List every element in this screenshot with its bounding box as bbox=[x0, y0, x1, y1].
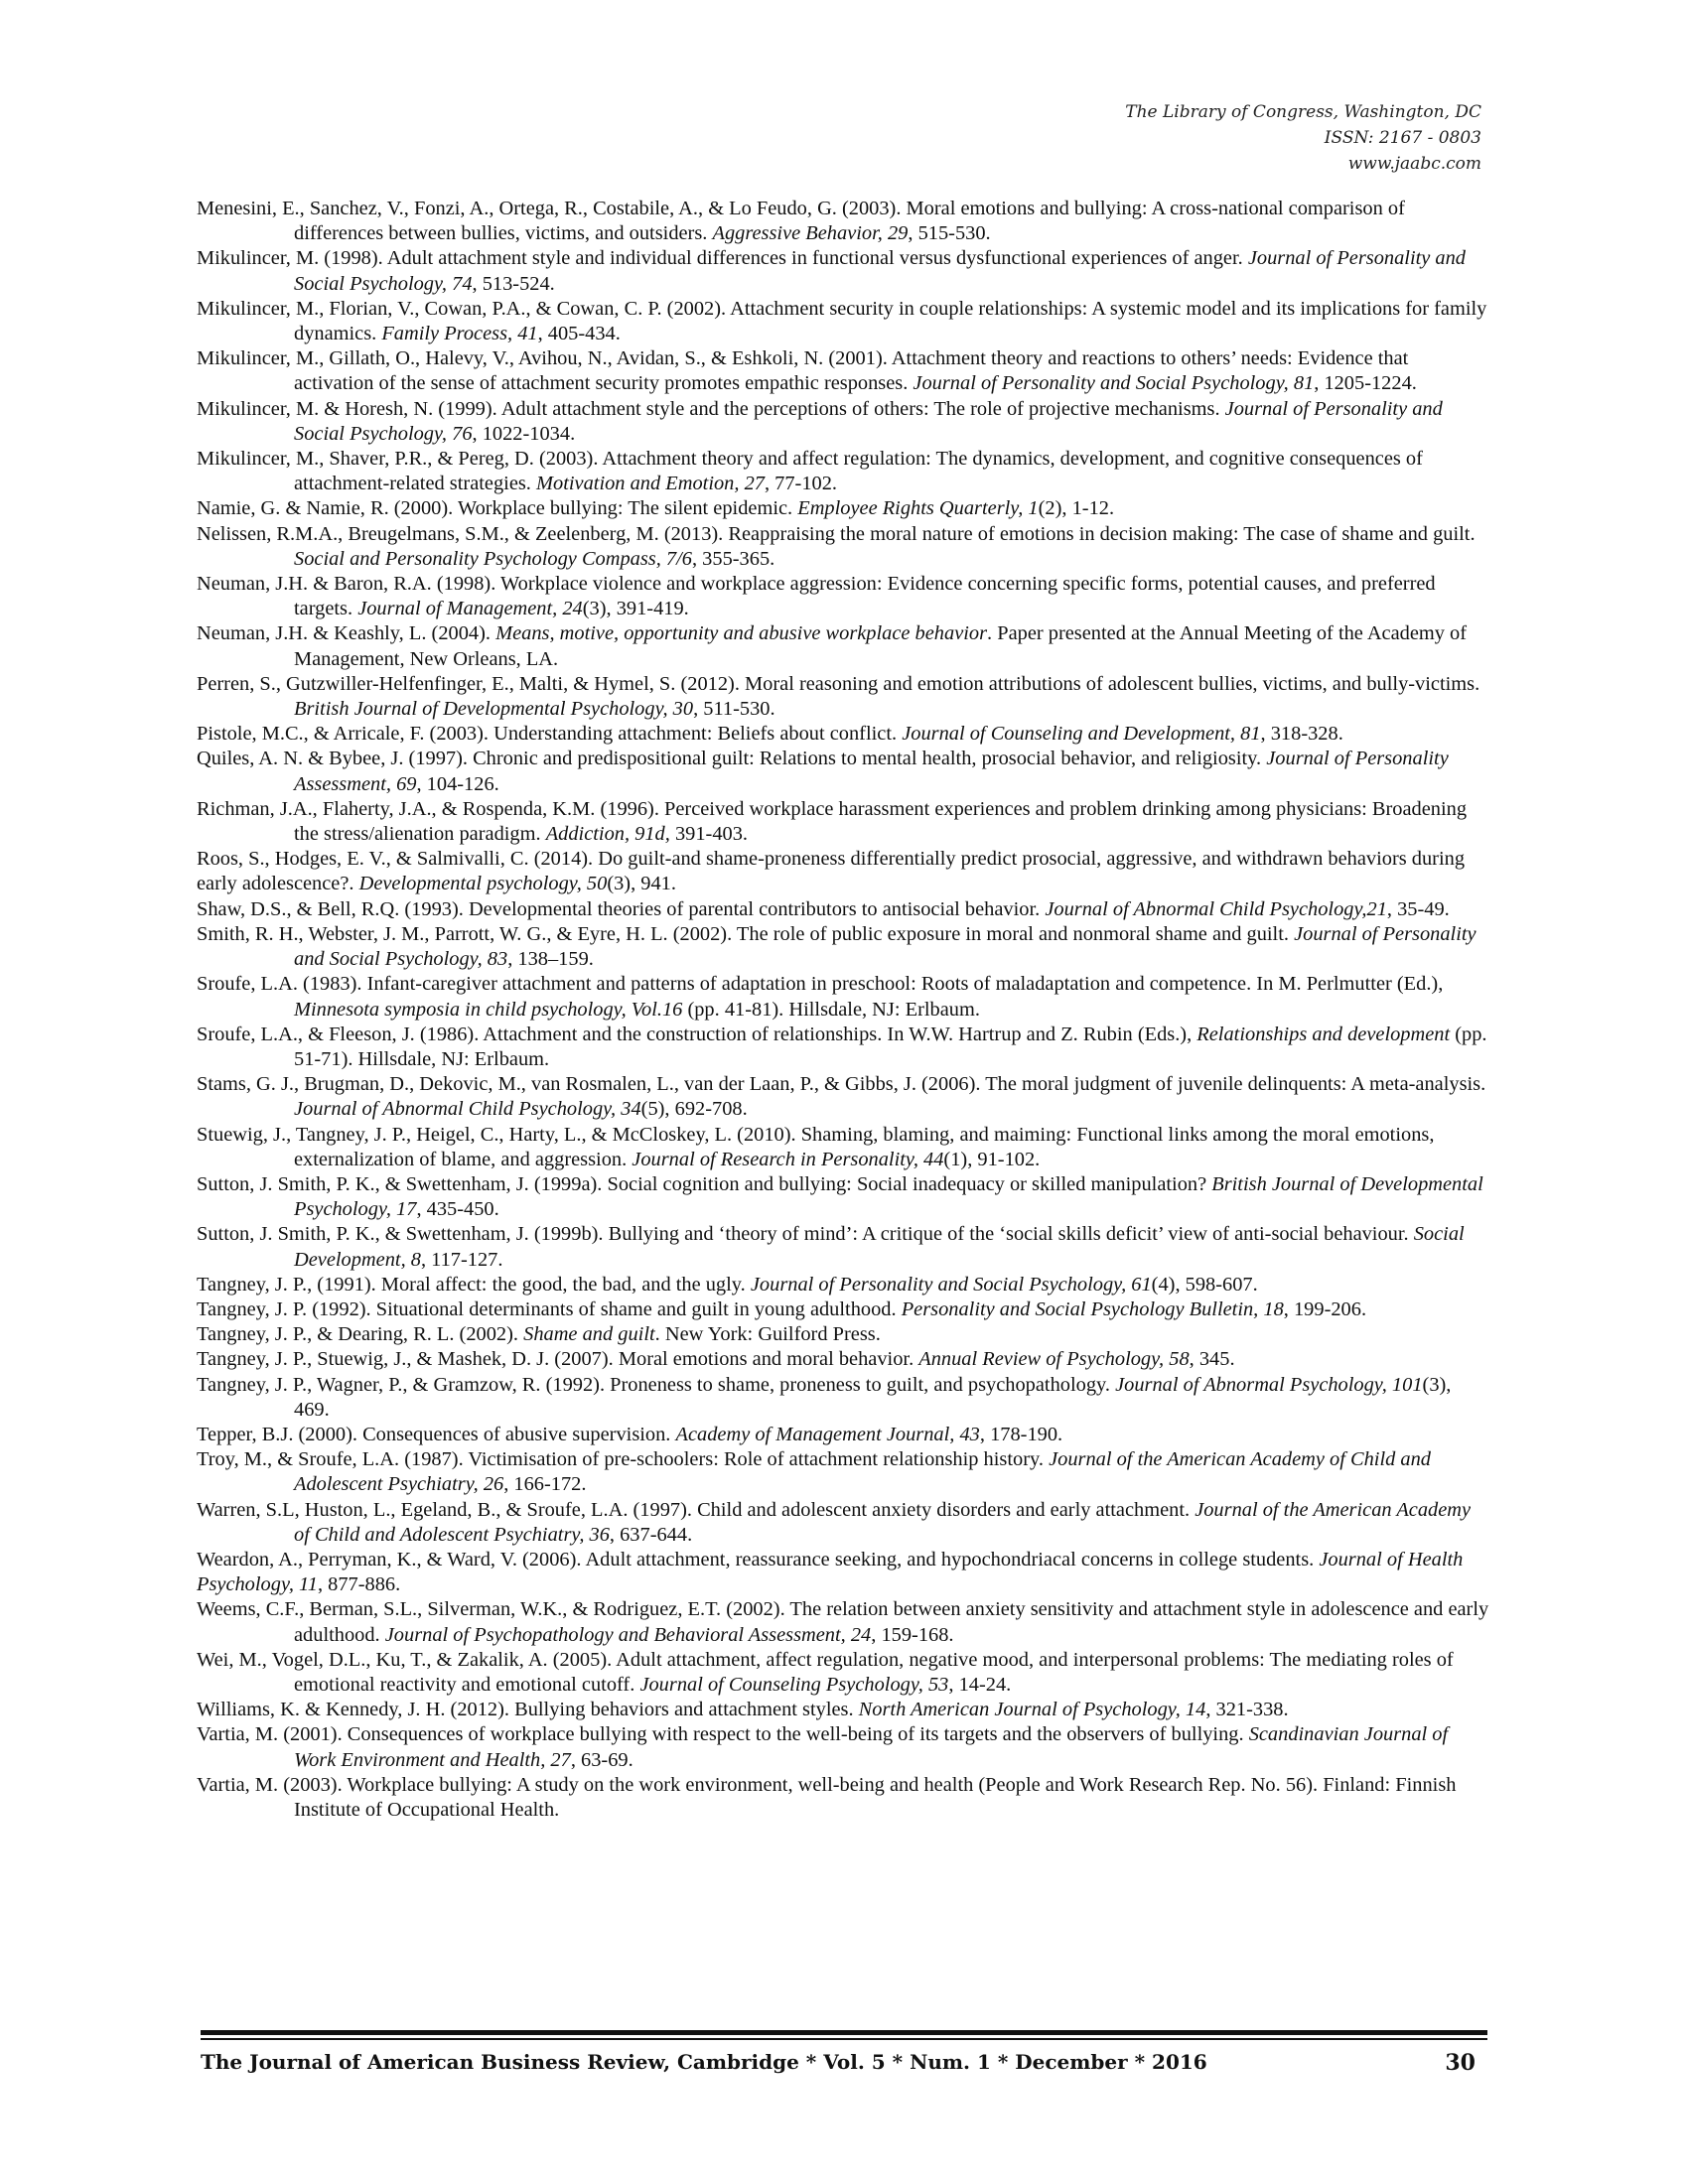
reference-entry bbox=[197, 621, 1489, 671]
reference-entry bbox=[197, 1722, 1489, 1772]
reference-source: Motivation and Emotion, 27 bbox=[536, 473, 765, 495]
reference-source: British Journal of Developmental Psychology, 17 bbox=[294, 1172, 1483, 1221]
reference-text: Warren, S.L, Huston, L., Egeland, B., & Sroufe, L.A. (1997). Child and adolescent anxiety disorders and early attachment. bbox=[197, 1498, 1196, 1521]
reference-source: Journal of Personality and Social Psychology, 83 bbox=[294, 922, 1477, 971]
reference-source: Shame and guilt bbox=[523, 1323, 655, 1346]
reference-text: Namie, G. & Namie, R. (2000). Workplace bullying: The silent epidemic. bbox=[197, 497, 798, 520]
reference-text: Sutton, J. Smith, P. K., & Swettenham, J. (1999a). Social cognition and bullying: Social inadequacy or skilled manipulation? bbox=[197, 1172, 1212, 1195]
reference-pages: , 178-190. bbox=[979, 1423, 1063, 1445]
reference-source: Family Process, 41 bbox=[381, 323, 538, 345]
reference-pages: , 435-450. bbox=[416, 1198, 499, 1221]
reference-text: Sroufe, L.A., & Fleeson, J. (1986). Attachment and the construction of relationships. In W.W. Hartrup and Z. Rubin (Eds.), bbox=[197, 1023, 1197, 1045]
reference-entry bbox=[197, 1297, 1489, 1322]
reference-entry bbox=[197, 1123, 1489, 1172]
reference-source: Minnesota symposia in child psychology, Vol.16 bbox=[294, 998, 683, 1021]
reference-pages: , 318-328. bbox=[1260, 723, 1343, 746]
reference-entry bbox=[197, 847, 1489, 896]
reference-list bbox=[197, 197, 1489, 1823]
reference-pages: , 511-530. bbox=[693, 698, 775, 721]
reference-text: Tangney, J. P., & Dearing, R. L. (2002). bbox=[197, 1323, 524, 1346]
reference-pages: , 63-69. bbox=[570, 1748, 633, 1771]
reference-entry bbox=[197, 397, 1489, 447]
reference-source: Means, motive, opportunity and abusive workplace behavior bbox=[495, 622, 988, 645]
reference-pages: , 35-49. bbox=[1386, 897, 1450, 920]
reference-text: Sutton, J. Smith, P. K., & Swettenham, J. (1999b). Bullying and ‘theory of mind’: A critique of the ‘social skills deficit’ view of anti-social behaviour. bbox=[197, 1223, 1414, 1246]
footer-journal-citation: The Journal of American Business Review, Cambridge * Vol. 5 * Num. 1 * December * 2016 bbox=[201, 2050, 1207, 2074]
reference-text: Nelissen, R.M.A., Breugelmans, S.M., & Zeelenberg, M. (2013). Reappraising the moral nature of emotions in decision making: The case of shame and guilt. bbox=[197, 522, 1476, 545]
reference-pages: . Paper presented at the Annual Meeting of the Academy of Management, New Orleans, LA. bbox=[294, 622, 1468, 670]
reference-pages: , 199-206. bbox=[1283, 1297, 1367, 1320]
reference-source: Developmental psychology, 50 bbox=[358, 873, 608, 895]
reference-pages: (3), 391-419. bbox=[582, 598, 689, 620]
reference-text: Mikulincer, M., Gillath, O., Halevy, V., Avihou, N., Avidan, S., & Eshkoli, N. (2001). Attachment theory and reactions to others’ needs: Evidence that activation of the sense of attachment security promotes empathic responses. bbox=[197, 347, 1409, 395]
reference-source: Journal of Health Psychology, 11 bbox=[197, 1548, 1464, 1596]
reference-source: Academy of Management Journal, 43 bbox=[675, 1423, 980, 1445]
reference-entry bbox=[197, 1597, 1489, 1647]
reference-entry bbox=[197, 1648, 1489, 1698]
reference-pages: , 345. bbox=[1189, 1348, 1235, 1371]
reference-text: Tangney, J. P., (1991). Moral affect: the good, the bad, and the ugly. bbox=[197, 1273, 751, 1296]
reference-entry bbox=[197, 346, 1489, 396]
reference-text: Tepper, B.J. (2000). Consequences of abusive supervision. bbox=[197, 1423, 676, 1445]
reference-text: Weems, C.F., Berman, S.L., Silverman, W.K., & Rodriguez, E.T. (2002). The relation between anxiety sensitivity and attachment style in adolescence and early adulthood. bbox=[197, 1598, 1489, 1646]
page-number: 30 bbox=[1445, 2050, 1476, 2076]
reference-pages: , 513-524. bbox=[472, 272, 555, 295]
reference-entry bbox=[197, 722, 1489, 747]
reference-entry bbox=[197, 922, 1489, 972]
reference-entry bbox=[197, 972, 1489, 1022]
reference-source: Journal of Personality and Social Psychology, 76 bbox=[294, 397, 1443, 445]
reference-entry bbox=[197, 797, 1489, 847]
reference-source: Relationships and development bbox=[1196, 1023, 1451, 1045]
reference-entry bbox=[197, 572, 1489, 621]
reference-pages: , 355-365. bbox=[691, 547, 775, 570]
reference-entry bbox=[197, 1498, 1489, 1548]
reference-text: Wei, M., Vogel, D.L., Ku, T., & Zakalik, A. (2005). Adult attachment, affect regulation, negative mood, and interpersonal problems: The mediating roles of emotional reactivity and emotional cutoff. bbox=[197, 1648, 1454, 1696]
reference-entry bbox=[197, 897, 1489, 922]
reference-text: Vartia, M. (2001). Consequences of workplace bullying with respect to the well-being of its targets and the observers of bullying. bbox=[197, 1723, 1249, 1746]
reference-text: Perren, S., Gutzwiller-Helfenfinger, E., Malti, & Hymel, S. (2012). Moral reasoning and emotion attributions of adolescent bullies, victims, and bully-victims. bbox=[197, 672, 1480, 695]
reference-entry bbox=[197, 297, 1489, 346]
reference-source: Journal of Personality Assessment, 69 bbox=[294, 748, 1449, 795]
footer-rule bbox=[201, 2030, 1487, 2035]
reference-pages: , 405-434. bbox=[537, 323, 621, 345]
reference-pages: , 1205-1224. bbox=[1314, 372, 1417, 395]
reference-pages: (4), 598-607. bbox=[1151, 1273, 1258, 1296]
header-library: The Library of Congress, Washington, DC bbox=[1125, 102, 1481, 122]
reference-pages: , 877-886. bbox=[317, 1573, 401, 1596]
reference-entry bbox=[197, 522, 1489, 572]
reference-pages: , 77-102. bbox=[764, 473, 838, 495]
reference-source: North American Journal of Psychology, 14 bbox=[858, 1699, 1206, 1721]
reference-pages: , 515-530. bbox=[908, 222, 991, 245]
reference-text: Pistole, M.C., & Arricale, F. (2003). Understanding attachment: Beliefs about conflict. bbox=[197, 723, 903, 746]
reference-source: Journal of Personality and Social Psychology, 61 bbox=[750, 1273, 1152, 1296]
reference-source: Journal of the American Academy of Child and Adolescent Psychiatry, 26 bbox=[294, 1448, 1431, 1496]
reference-source: Journal of Counseling Psychology, 53 bbox=[639, 1673, 949, 1696]
header-issn: ISSN: 2167 - 0803 bbox=[1324, 128, 1481, 148]
reference-text: Smith, R. H., Webster, J. M., Parrott, W. G., & Eyre, H. L. (2002). The role of public exposure in moral and nonmoral shame and guilt. bbox=[197, 922, 1295, 945]
reference-source: Social Development, 8 bbox=[294, 1223, 1465, 1271]
reference-text: Troy, M., & Sroufe, L.A. (1987). Victimisation of pre-schoolers: Role of attachment relationship history. bbox=[197, 1448, 1050, 1471]
reference-source: Journal of Psychopathology and Behavioral Assessment, 24 bbox=[384, 1623, 872, 1646]
reference-pages: , 138–159. bbox=[507, 948, 594, 971]
reference-entry bbox=[197, 747, 1489, 796]
reference-entry bbox=[197, 496, 1489, 521]
reference-pages: , 14-24. bbox=[948, 1673, 1012, 1696]
reference-text: Quiles, A. N. & Bybee, J. (1997). Chronic and predispositional guilt: Relations to mental health, prosocial behavior, and religiosity. bbox=[197, 748, 1267, 770]
reference-pages: , 637-644. bbox=[609, 1523, 693, 1546]
reference-pages: (pp. 41-81). Hillsdale, NJ: Erlbaum. bbox=[682, 998, 980, 1021]
reference-pages: (2), 1-12. bbox=[1038, 497, 1115, 520]
reference-source: Employee Rights Quarterly, 1 bbox=[797, 497, 1039, 520]
reference-text: Williams, K. & Kennedy, J. H. (2012). Bullying behaviors and attachment styles. bbox=[197, 1699, 859, 1721]
reference-text: Vartia, M. (2003). Workplace bullying: A study on the work environment, well-being and health (People and Work Research Rep. No. 56). Finland: Finnish Institute of Occupational Health. bbox=[197, 1773, 1457, 1821]
reference-source: Aggressive Behavior, 29 bbox=[712, 222, 909, 245]
reference-source: Social and Personality Psychology Compass, 7/6 bbox=[294, 547, 692, 570]
reference-pages: (3), 941. bbox=[607, 873, 676, 895]
footer-rule-thin bbox=[201, 2038, 1487, 2040]
reference-entry bbox=[197, 1548, 1489, 1597]
reference-source: Journal of Abnormal Child Psychology, 34 bbox=[294, 1098, 641, 1121]
reference-entry bbox=[197, 1322, 1489, 1347]
reference-pages: , 104-126. bbox=[416, 772, 499, 795]
reference-entry bbox=[197, 1222, 1489, 1272]
reference-pages: , 159-168. bbox=[871, 1623, 954, 1646]
reference-text: Sroufe, L.A. (1983). Infant-caregiver attachment and patterns of adaptation in preschool: Roots of maladaptation and competence. In M. Perlmutter (Ed.), bbox=[197, 973, 1444, 996]
reference-text: Weardon, A., Perryman, K., & Ward, V. (2006). Adult attachment, reassurance seeking, and hypochondriacal concerns in college students. bbox=[197, 1548, 1320, 1570]
reference-source: Journal of Personality and Social Psychology, 81 bbox=[913, 372, 1315, 395]
reference-entry bbox=[197, 1072, 1489, 1122]
reference-entry bbox=[197, 246, 1489, 296]
reference-text: Mikulincer, M., Shaver, P.R., & Pereg, D. (2003). Attachment theory and affect regulation: The dynamics, development, and cognitive consequences of attachment-related strategies. bbox=[197, 448, 1423, 495]
reference-text: Shaw, D.S., & Bell, R.Q. (1993). Developmental theories of parental contributors to antisocial behavior. bbox=[197, 897, 1046, 920]
reference-text: Tangney, J. P., Stuewig, J., & Mashek, D. J. (2007). Moral emotions and moral behavior. bbox=[197, 1348, 919, 1371]
reference-source: Addiction, 91d, bbox=[545, 823, 670, 846]
page-header bbox=[1125, 99, 1481, 177]
reference-pages: (pp. 51-71). Hillsdale, NJ: Erlbaum. bbox=[294, 1023, 1487, 1070]
reference-text: Tangney, J. P., Wagner, P., & Gramzow, R. (1992). Proneness to shame, proneness to guilt, and psychopathology. bbox=[197, 1373, 1116, 1396]
reference-pages: (1), 91-102. bbox=[943, 1148, 1041, 1170]
reference-text: Roos, S., Hodges, E. V., & Salmivalli, C. (2014). Do guilt-and shame-proneness differentially predict prosocial, aggressive, and withdrawn behaviors during early adolescence?. bbox=[197, 848, 1466, 895]
reference-pages: , 117-127. bbox=[420, 1248, 503, 1271]
reference-text: Mikulincer, M. (1998). Adult attachment style and individual differences in functional versus dysfunctional experiences of anger. bbox=[197, 247, 1248, 270]
reference-entry bbox=[197, 1423, 1489, 1447]
reference-entry bbox=[197, 1773, 1489, 1823]
reference-source: British Journal of Developmental Psychology, 30 bbox=[294, 698, 694, 721]
reference-source: Journal of Personality and Social Psychology, 74 bbox=[294, 247, 1467, 295]
reference-entry bbox=[197, 1698, 1489, 1722]
reference-source: Journal of Counseling and Development, 81 bbox=[902, 723, 1261, 746]
reference-source: Journal of Abnormal Psychology, 101 bbox=[1115, 1373, 1423, 1396]
reference-text: Richman, J.A., Flaherty, J.A., & Rospenda, K.M. (1996). Perceived workplace harassment experiences and problem drinking among physicians: Broadening the stress/alienation paradigm. bbox=[197, 797, 1468, 846]
page-footer bbox=[201, 2050, 1487, 2074]
reference-entry bbox=[197, 1373, 1489, 1423]
reference-source: Journal of the American Academy of Child and Adolescent Psychiatry, 36 bbox=[294, 1498, 1472, 1546]
reference-source: Annual Review of Psychology, 58 bbox=[918, 1348, 1190, 1371]
reference-source: Scandinavian Journal of Work Environment and Health, 27 bbox=[294, 1723, 1449, 1771]
reference-entry bbox=[197, 1023, 1489, 1072]
reference-source: Personality and Social Psychology Bulletin, 18 bbox=[901, 1297, 1284, 1320]
reference-text: Tangney, J. P. (1992). Situational determinants of shame and guilt in young adulthood. bbox=[197, 1297, 902, 1320]
reference-pages: , 166-172. bbox=[503, 1473, 587, 1496]
reference-text: Mikulincer, M., Florian, V., Cowan, P.A., & Cowan, C. P. (2002). Attachment security in couple relationships: A systemic model and its implications for family dynamics. bbox=[197, 297, 1487, 345]
reference-entry bbox=[197, 1447, 1489, 1497]
reference-source: Journal of Abnormal Child Psychology,21 bbox=[1045, 897, 1387, 920]
reference-pages: (5), 692-708. bbox=[640, 1098, 748, 1121]
reference-text: Menesini, E., Sanchez, V., Fonzi, A., Ortega, R., Costabile, A., & Lo Feudo, G. (2003). Moral emotions and bullying: A cross-national comparison of differences between bullies, victims, and outsiders. bbox=[197, 198, 1405, 245]
reference-text: Mikulincer, M. & Horesh, N. (1999). Adult attachment style and the perceptions of others: The role of projective mechanisms. bbox=[197, 397, 1225, 420]
reference-pages: 391-403. bbox=[669, 823, 749, 846]
header-website: www.jaabc.com bbox=[1347, 154, 1481, 174]
reference-entry bbox=[197, 672, 1489, 722]
reference-text: Stuewig, J., Tangney, J. P., Heigel, C., Harty, L., & McCloskey, L. (2010). Shaming, blaming, and maiming: Functional links among the moral emotions, externalization of blame, and aggression. bbox=[197, 1123, 1435, 1170]
reference-entry bbox=[197, 447, 1489, 496]
reference-entry bbox=[197, 1172, 1489, 1222]
reference-entry bbox=[197, 1273, 1489, 1297]
reference-source: Journal of Management, 24 bbox=[357, 598, 583, 620]
reference-pages: , 321-338. bbox=[1205, 1699, 1289, 1721]
reference-text: Neuman, J.H. & Baron, R.A. (1998). Workplace violence and workplace aggression: Evidence concerning specific forms, potential causes, and preferred targets. bbox=[197, 573, 1436, 620]
reference-source: Journal of Research in Personality, 44 bbox=[632, 1148, 944, 1170]
reference-text: Neuman, J.H. & Keashly, L. (2004). bbox=[197, 622, 496, 645]
reference-text: Stams, G. J., Brugman, D., Dekovic, M., van Rosmalen, L., van der Laan, P., & Gibbs, J. (2006). The moral judgment of juvenile delinquents: A meta-analysis. bbox=[197, 1073, 1486, 1096]
reference-entry bbox=[197, 197, 1489, 246]
reference-pages: . New York: Guilford Press. bbox=[654, 1323, 881, 1346]
reference-pages: (3), 469. bbox=[294, 1373, 1452, 1421]
reference-pages: , 1022-1034. bbox=[472, 422, 576, 445]
reference-entry bbox=[197, 1347, 1489, 1372]
